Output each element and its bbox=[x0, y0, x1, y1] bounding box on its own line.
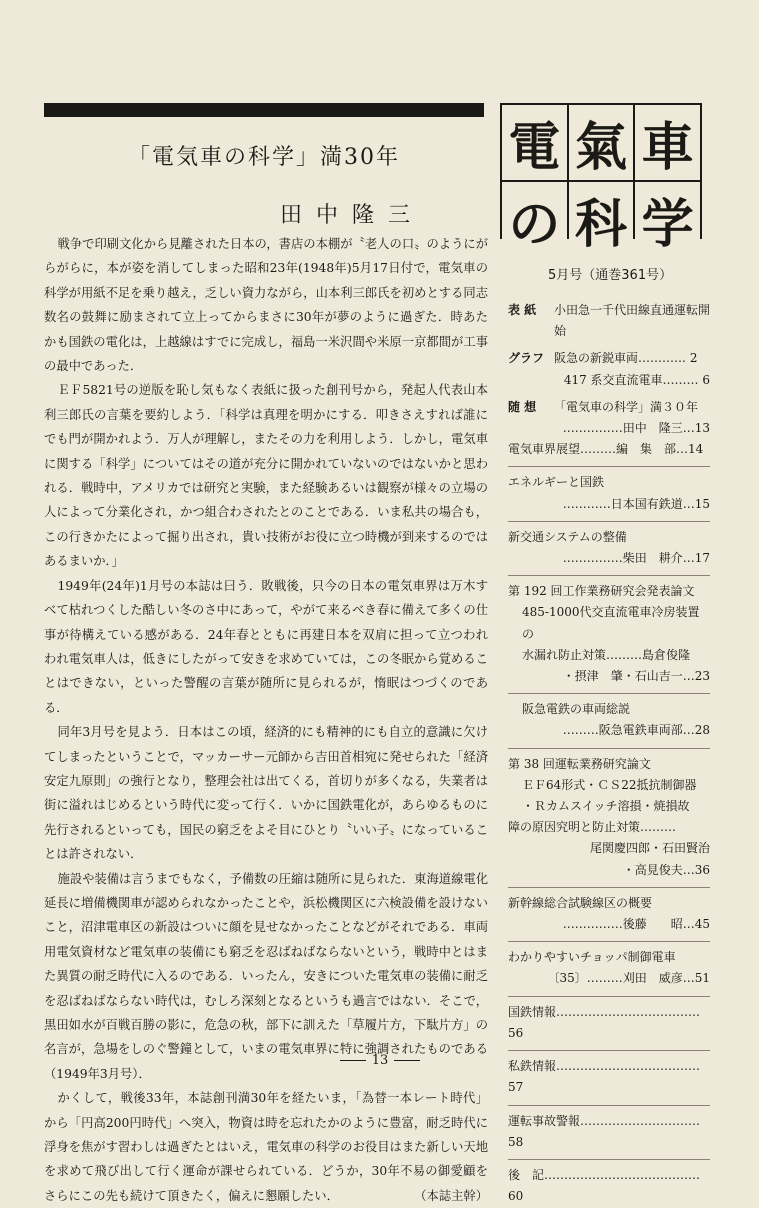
toc-line: 後 記…………………………………60 bbox=[508, 1167, 701, 1204]
toc-line: 水漏れ防止対策………島倉俊隆 bbox=[522, 647, 691, 662]
toc-line: ……………後藤 昭…45 bbox=[562, 917, 710, 932]
toc-entry bbox=[508, 693, 710, 741]
masthead-logo bbox=[500, 103, 702, 255]
essay-paragraph: 1949年(24年)1月号の本誌は曰う．敗戦後，只今の日本の電気車界は万木すべて枯れつくした酷しい冬のさ中にあって，やがて来るべき春に備えて多くの仕事が待構えている感がある．24年春とともに再建日本を双肩に担って立つわれわれ電気車人は，低きにしたがって安きを求めていては，この冬眠から覚めることはできない，といった警醒の言葉が随所に見られるが，惰眠はつづくのである． bbox=[44, 578, 488, 715]
toc-line: 運転事故警報…………………………58 bbox=[508, 1113, 701, 1149]
toc-line: エネルギーと国鉄 bbox=[508, 475, 605, 490]
toc-line: ……………柴田 耕介…17 bbox=[562, 551, 710, 566]
toc-line: 485-1000代交直流電車冷房装置の bbox=[522, 605, 700, 641]
title-rule bbox=[44, 103, 484, 117]
toc-entry bbox=[508, 748, 710, 881]
toc-line: 新交通システムの整備 bbox=[508, 529, 627, 544]
toc-text: 「電気車の科学」満３０年 bbox=[554, 399, 699, 414]
toc-line: 電気車界展望………編 集 部…14 bbox=[508, 442, 704, 457]
toc-head: 表 紙 bbox=[508, 303, 537, 317]
toc-entry bbox=[508, 575, 710, 687]
toc-entry bbox=[508, 1159, 710, 1207]
toc-entry bbox=[508, 1050, 710, 1098]
masthead-char: 氣 bbox=[569, 105, 634, 180]
masthead-char: 科 bbox=[569, 182, 634, 257]
essay-paragraph: かくして，戦後33年，本誌創刊満30年を経たいま，「為替一本レート時代」から「円高200円時代」へ突入，物資は時を忘れたかのように豊富，耐乏時代に浮身を焦がす習わしは過ぎたとはいえ，電気車の科学のお役目はまた新しい天地を求めて飛び出して行く運命が課せられている．どうか，30年不易の御愛顧をさらにこの先も続けて頂きたく，偏えに懇願したい． bbox=[44, 1091, 488, 1203]
toc-line: 国鉄情報………………………………56 bbox=[508, 1004, 701, 1040]
essay-signature: （本誌主幹） bbox=[414, 1188, 488, 1203]
masthead-char: の bbox=[502, 182, 567, 257]
toc-entry bbox=[508, 466, 710, 514]
toc-line: …………日本国有鉄道…15 bbox=[562, 496, 710, 511]
toc-line: 新幹線総合試験線区の概要 bbox=[508, 895, 653, 910]
toc-entry bbox=[508, 887, 710, 935]
toc-line: 第 192 回工作業務研究会発表論文 bbox=[508, 584, 695, 599]
table-of-contents bbox=[508, 300, 710, 1207]
toc-line: ・摂津 肇・石山吉一…23 bbox=[562, 669, 710, 684]
essay-paragraph: 同年3月号を見よう．日本はこの頃，経済的にも精神的にも自立的意識に欠けてしまったということで，マッカーサー元師から吉田首相宛に発せられた「経済安定九原則」の強行となり，整理会社は出てくる，首切りが多くなる，失業者は街に溢れはじめるという時代に変って行く．いかに国鉄電化が，あらゆるものに先行されるといっても，国民の窮乏をよそ目にひとり〝いい子〟になっていることは許されない． bbox=[44, 725, 488, 862]
toc-entry bbox=[508, 1105, 710, 1153]
toc-entry-essay bbox=[508, 397, 710, 418]
toc-entry bbox=[508, 941, 710, 989]
essay-author: 田中隆三 bbox=[280, 203, 425, 228]
issue-label: 5月号（通巻361号） bbox=[548, 268, 673, 283]
toc-entry bbox=[508, 996, 710, 1044]
toc-line: 第 38 回運転業務研究論文 bbox=[508, 756, 651, 771]
toc-line: ………阪急電鉄車両部…28 bbox=[562, 723, 710, 738]
toc-text: 小田急一千代田線直通運転開始 bbox=[554, 303, 711, 339]
toc-line: ・高見俊夫…36 bbox=[622, 862, 710, 877]
toc-line: 417 系交直流電車……… 6 bbox=[563, 372, 710, 387]
essay-final-paragraph bbox=[44, 1086, 488, 1208]
toc-head: グラフ bbox=[508, 351, 545, 366]
essay-title: 「電気車の科学」満30年 bbox=[128, 145, 400, 170]
toc-line: ・Ｒカムスイッチ溶損・焼損故 bbox=[522, 799, 690, 814]
toc-entry bbox=[508, 521, 710, 569]
essay-paragraph: ＥＦ5821号の逆版を恥し気もなく表紙に扱った創刊号から，発起人代表山本利三郎氏の言葉を要約しよう．「科学は真理を明かにする．叩きさえすれば誰にでも門が開かれよう．万人が理解し，またその力を利用しよう．しかし，電気車に関する「科学」についてはその道が充分に開かれていないのではないかと思われる．戦時中，アメリカでは研究と実験，また経験あるいは観察が様々の立場の人によって分業化され，かつ組合わされたとのことである．いま私共の場合も，この行きかたによって掘り出され，貴い技術がお役に立つ時機が到来するのではあるまいか．」 bbox=[44, 383, 489, 569]
toc-line: 阪急電鉄の車両総説 bbox=[522, 702, 631, 717]
toc-entry-cover bbox=[508, 300, 710, 342]
toc-line: ……………田中 隆三…13 bbox=[562, 421, 710, 436]
masthead-char: 車 bbox=[635, 105, 700, 180]
essay-paragraph: 戦争で印刷文化から見離された日本の，書店の本棚が〝老人の口〟のようにがらがらに，本が姿を消してしまった昭和23年(1948年)5月17日付で，電気車の科学が用紙不足を乗り越え，乏しい資力ながら，山本利三郎氏を初めとする同志数名の鼓舞に励まされて立上ってからまさに30年が夢のように過ぎた．時あたかも国鉄の電化は，上越線はすでに完成し，福島一米沢間や米原一京都間が工事の最中であった． bbox=[44, 237, 488, 374]
toc-line: ＥＦ64形式・ＣＳ22抵抗制御器 bbox=[522, 777, 697, 792]
toc-line: 尾関慶四郎・石田賢治 bbox=[589, 841, 710, 856]
toc-text: 阪急の新鋭車両………… 2 bbox=[554, 351, 698, 366]
toc-line: 私鉄情報………………………………57 bbox=[508, 1059, 701, 1095]
toc-line: 〔35〕………刈田 威彦…51 bbox=[547, 971, 710, 986]
toc-entry-graph bbox=[508, 348, 710, 369]
essay-paragraph: 施設や装備は言うまでもなく，予備数の圧縮は随所に見られた．東海道線電化延長に増備機関車が認められなかったことや，浜松機関区に六検設備を設けないこと，沼津電車区の新設はついに顔を見せなかったことなどがそれである．車両用電気資材など電気車の装備にも窮乏を忍ばねばならないという，戦時中とはまた異質の耐乏時代に入るのである．いったん，安きについた電気車の装備に耐乏を忍ばねばならない時代は，むしろ深刻となるというも過言ではない．そこで，黒田如水が百戦百勝の影に，危急の秋，部下に訓えた「草履片方，下駄片方」の名言が，急場をしのぐ警鐘として，いまの電気車界に特に強調されたものである（1949年3月号）． bbox=[44, 871, 488, 1081]
masthead-char: 電 bbox=[502, 105, 567, 180]
page-number: 13 bbox=[330, 1053, 430, 1068]
masthead-char: 学 bbox=[635, 182, 700, 257]
toc-line: 障の原因究明と防止対策……… bbox=[508, 820, 677, 835]
toc-line: わかりやすいチョッパ制御電車 bbox=[508, 950, 676, 965]
toc-head: 随 想 bbox=[508, 399, 537, 414]
